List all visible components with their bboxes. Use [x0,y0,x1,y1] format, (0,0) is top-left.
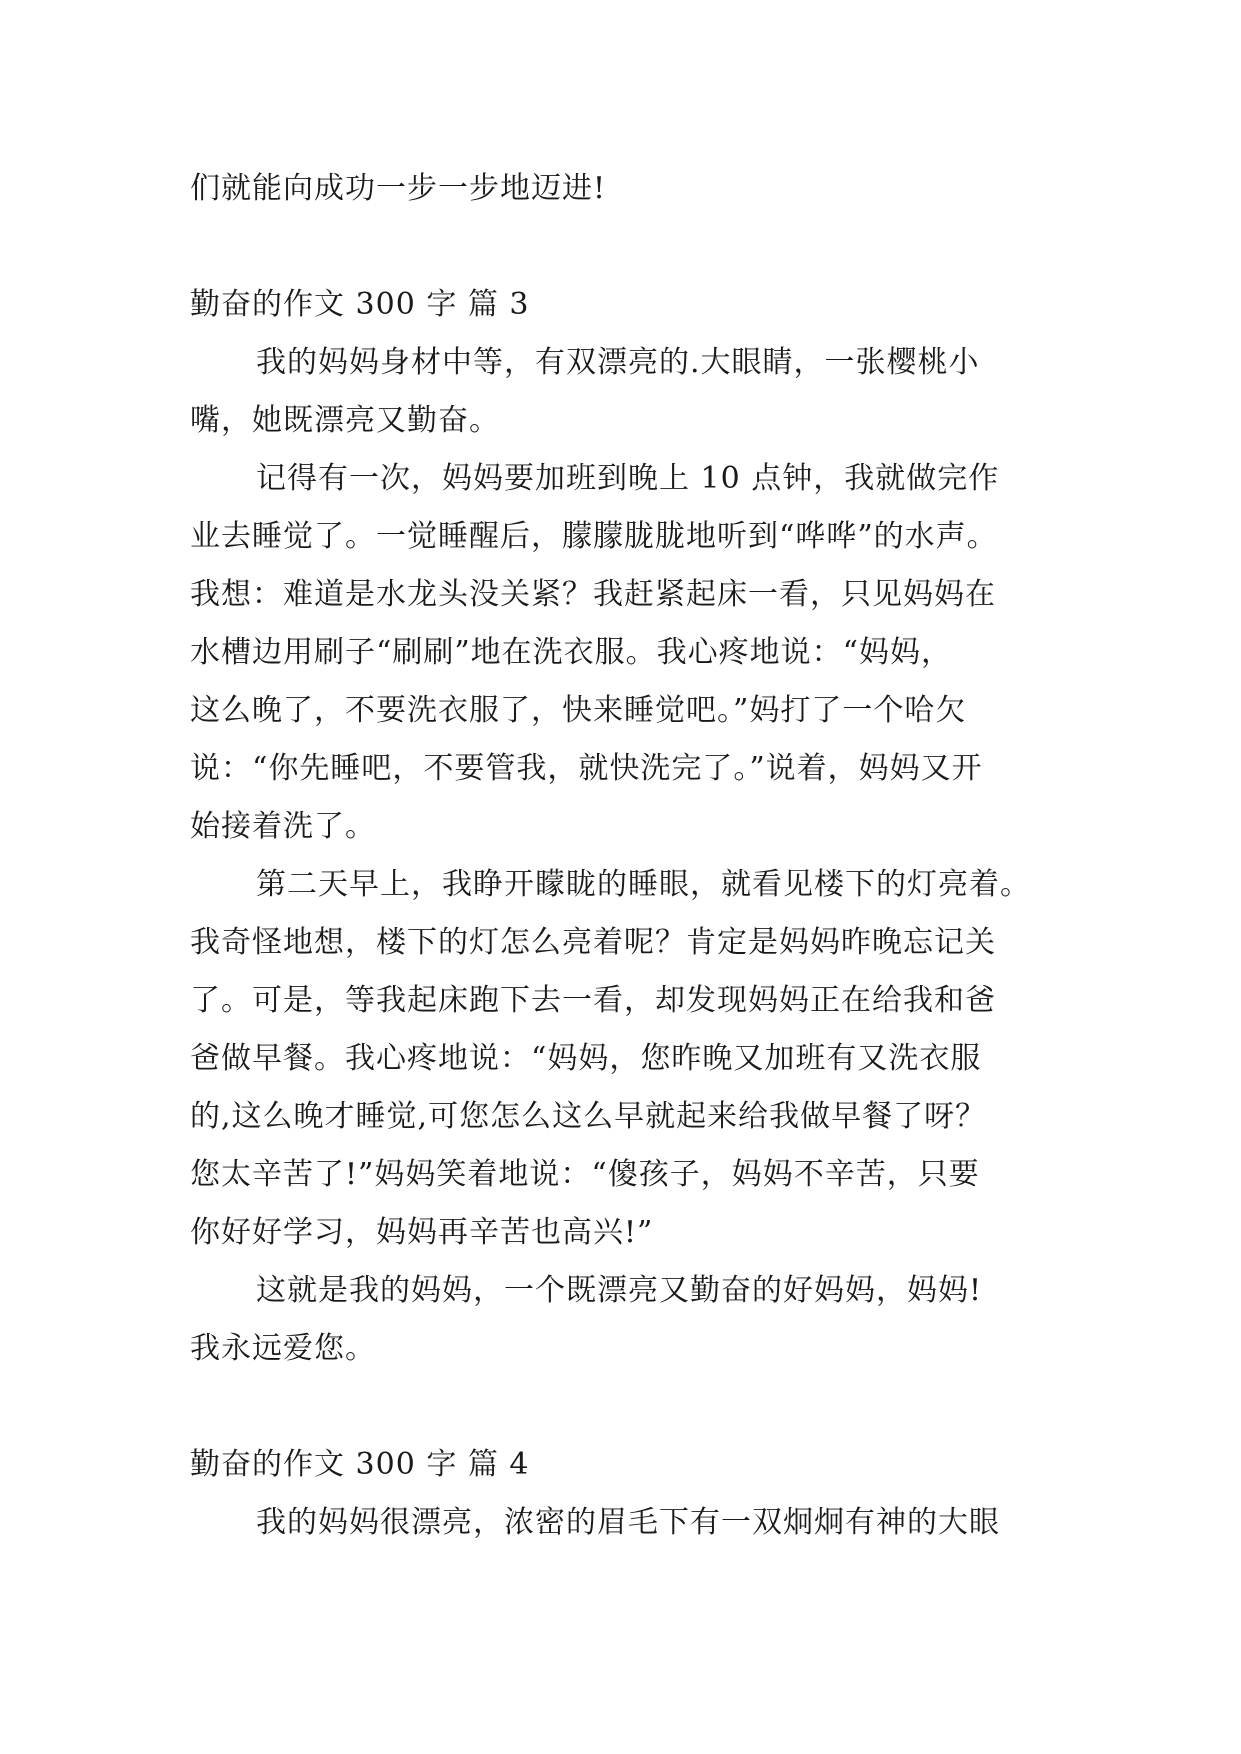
section-3-paragraph-2 [190,450,1060,856]
text-line: 我奇怪地想，楼下的灯怎么亮着呢？肯定是妈妈昨晚忘记关 [190,925,996,960]
text-line: 您太辛苦了!”妈妈笑着地说：“傻孩子，妈妈不辛苦，只要 [190,1157,980,1192]
text-line: 这就是我的妈妈，一个既漂亮又勤奋的好妈妈，妈妈! [256,1273,983,1308]
text-line: 始接着洗了。 [190,809,376,844]
text-line: 爸做早餐。我心疼地说：“妈妈，您昨晚又加班有又洗衣服 [190,1041,982,1076]
text-line: 记得有一次，妈妈要加班到晚上 10 点钟，我就做完作 [256,461,1000,496]
text-line: 你好好学习，妈妈再辛苦也高兴!” [190,1215,654,1250]
text-line: 第二天早上，我睁开矇眬的睡眼，就看见楼下的灯亮着。 [256,867,1031,902]
text-line: 我的妈妈身材中等，有双漂亮的.大眼睛，一张樱桃小 [256,345,980,380]
section-3-paragraph-4 [190,1262,1060,1378]
document-body [190,160,1060,1552]
intro-line: 们就能向成功一步一步地迈进! [190,171,607,206]
text-line: 说：“你先睡吧，不要管我，就快洗完了。”说着，妈妈又开 [190,751,983,786]
section-3-paragraph-1 [190,334,1060,450]
text-line: 我的妈妈很漂亮，浓密的眉毛下有一双炯炯有神的大眼 [256,1505,1000,1540]
text-line: 这么晚了，不要洗衣服了，快来睡觉吧。”妈打了一个哈欠 [190,693,967,728]
text-line: 业去睡觉了。一觉睡醒后，朦朦胧胧地听到“哗哗”的水声。 [190,519,998,554]
text-line: 我想：难道是水龙头没关紧？我赶紧起床一看，只见妈妈在 [190,577,996,612]
section-4-paragraph-1 [190,1494,1060,1552]
section-4-heading: 勤奋的作文 300 字 篇 4 [190,1447,530,1482]
text-line: 水槽边用刷子“刷刷”地在洗衣服。我心疼地说：“妈妈， [190,635,953,670]
text-line: 了。可是，等我起床跑下去一看，却发现妈妈正在给我和爸 [190,983,996,1018]
text-line: 嘴，她既漂亮又勤奋。 [190,403,500,438]
text-line: 的,这么晚才睡觉,可您怎么这么早就起来给我做早餐了呀？ [190,1099,987,1134]
section-3-heading: 勤奋的作文 300 字 篇 3 [190,287,530,322]
section-3-paragraph-3 [190,856,1060,1262]
text-line: 我永远爱您。 [190,1331,376,1366]
